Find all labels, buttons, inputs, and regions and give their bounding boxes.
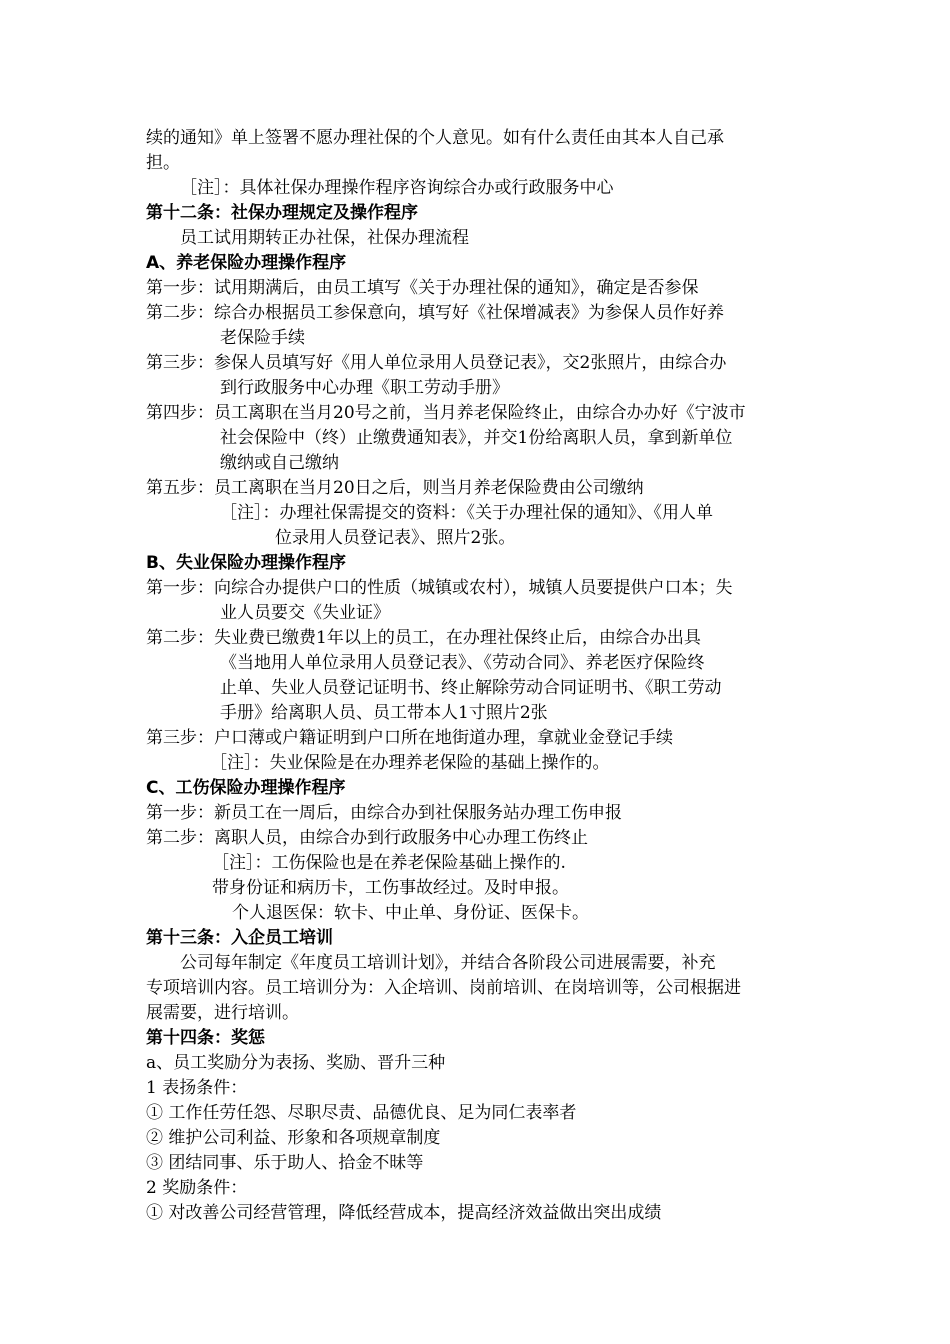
step-continuation: 止单、失业人员登记证明书、终止解除劳动合同证明书、《职工劳动 <box>220 678 722 698</box>
note-line: ［注］：具体社保办理操作程序咨询综合办或行政服务中心 <box>180 178 614 198</box>
text-line: 续的通知》单上签署不愿办理社保的个人意见。如有什么责任由其本人自己承 <box>146 128 724 148</box>
section-c-heading: C、工伤保险办理操作程序 <box>146 778 346 798</box>
text-line: 担。 <box>146 153 180 173</box>
paragraph-line: 专项培训内容。员工培训分为：入企培训、岗前培训、在岗培训等，公司根据进 <box>146 978 741 998</box>
list-item: ① 工作任劳任怨、尽职尽责、品德优良、足为同仁表率者 <box>146 1103 577 1123</box>
step-line: 第五步：员工离职在当月20日之后，则当月养老保险费由公司缴纳 <box>146 478 644 498</box>
paragraph-line: 展需要，进行培训。 <box>146 1003 299 1023</box>
step-line: 第三步：户口薄或户籍证明到户口所在地街道办理，拿就业金登记手续 <box>146 728 673 748</box>
text-line: 个人退医保：软卡、中止单、身份证、医保卡。 <box>232 903 589 923</box>
step-line: 第二步：离职人员，由综合办到行政服务中心办理工伤终止 <box>146 828 588 848</box>
text-line: 带身份证和病历卡，工伤事故经过。及时申报。 <box>212 878 569 898</box>
step-continuation: 《当地用人单位录用人员登记表》、《劳动合同》、养老医疗保险终 <box>220 653 705 673</box>
step-line: 第一步：向综合办提供户口的性质（城镇或农村），城镇人员要提供户口本；失 <box>146 578 733 598</box>
list-item: ② 维护公司利益、形象和各项规章制度 <box>146 1128 441 1148</box>
article-14-heading: 第十四条：奖惩 <box>146 1028 265 1048</box>
step-continuation: 到行政服务中心办理《职工劳动手册》 <box>220 378 509 398</box>
section-a-heading: A、养老保险办理操作程序 <box>146 253 347 273</box>
note-line: ［注］：办理社保需提交的资料：《关于办理社保的通知》、《用人单 <box>220 503 713 523</box>
text-line: a、员工奖励分为表扬、奖励、晋升三种 <box>146 1053 446 1073</box>
step-line: 第二步：失业费已缴费1年以上的员工，在办理社保终止后，由综合办出具 <box>146 628 701 648</box>
article-13-heading: 第十三条：入企员工培训 <box>146 928 333 948</box>
step-continuation: 业人员要交《失业证》 <box>220 603 390 623</box>
article-12-heading: 第十二条：社保办理规定及操作程序 <box>146 203 418 223</box>
text-line: 员工试用期转正办社保，社保办理流程 <box>180 228 469 248</box>
step-line: 第四步：员工离职在当月20号之前，当月养老保险终止，由综合办办好《宁波市 <box>146 403 746 423</box>
list-item: ③ 团结同事、乐于助人、拾金不昧等 <box>146 1153 424 1173</box>
step-line: 第二步：综合办根据员工参保意向，填写好《社保增减表》为参保人员作好养 <box>146 303 724 323</box>
step-line: 第一步：新员工在一周后，由综合办到社保服务站办理工伤申报 <box>146 803 622 823</box>
list-heading: 2 奖励条件： <box>146 1178 248 1198</box>
step-line: 第三步：参保人员填写好《用人单位录用人员登记表》，交2张照片，由综合办 <box>146 353 727 373</box>
list-item: ① 对改善公司经营管理，降低经营成本，提高经济效益做出突出成绩 <box>146 1203 662 1223</box>
step-continuation: 缴纳或自己缴纳 <box>220 453 339 473</box>
step-line: 第一步：试用期满后，由员工填写《关于办理社保的通知》，确定是否参保 <box>146 278 699 298</box>
list-heading: 1 表扬条件： <box>146 1078 248 1098</box>
step-continuation: 老保险手续 <box>220 328 305 348</box>
note-line: ［注］：失业保险是在办理养老保险的基础上操作的。 <box>210 753 610 773</box>
paragraph-line: 公司每年制定《年度员工培训计划》，并结合各阶段公司进展需要，补充 <box>180 953 716 973</box>
note-line: ［注］：工伤保险也是在养老保险基础上操作的. <box>212 853 566 873</box>
note-continuation: 位录用人员登记表》、照片2张。 <box>275 528 516 548</box>
step-continuation: 社会保险中（终）止缴费通知表》，并交1份给离职人员，拿到新单位 <box>220 428 733 448</box>
section-b-heading: B、失业保险办理操作程序 <box>146 553 346 573</box>
step-continuation: 手册》给离职人员、员工带本人1寸照片2张 <box>220 703 548 723</box>
